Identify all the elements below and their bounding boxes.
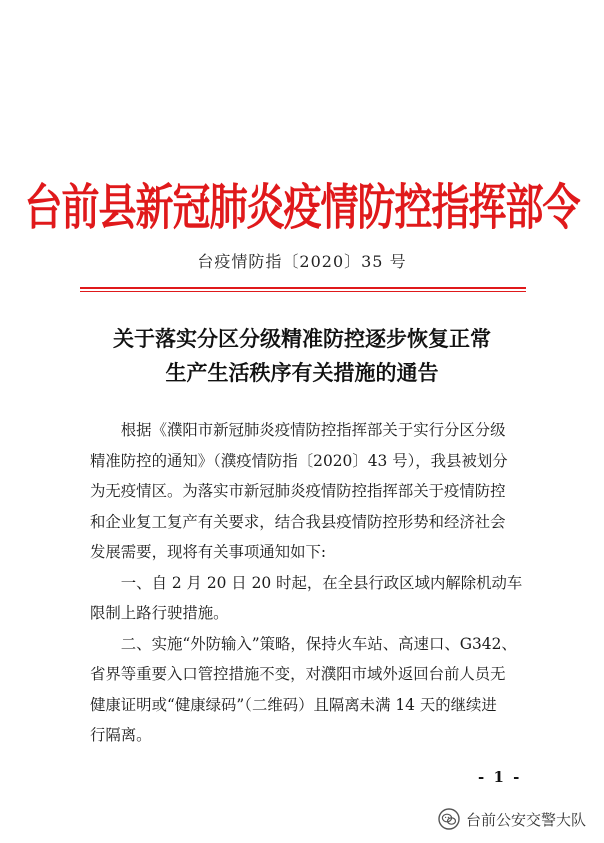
notice-subject [0,322,604,390]
wechat-icon [438,808,460,830]
text-line: 限制上路行驶措施。 [90,604,229,622]
document-number: 台疫情防指〔2020〕35 号 [197,252,407,271]
subject-line: 关于落实分区分级精准防控逐步恢复正常 [113,326,491,351]
text-line: 根据《濮阳市新冠肺炎疫情防控指挥部关于实行分区分级 [90,421,506,439]
paragraph-preamble [90,415,530,568]
notice-body [90,415,530,751]
text-line: 二、实施“外防输入”策略，保持火车站、高速口、G342、 [90,634,517,653]
issuing-authority-title: 台前县新冠肺炎疫情防控指挥部令 [24,177,580,236]
subject-line: 生产生活秩序有关措施的通告 [165,360,439,385]
watermark-text: 台前公安交警大队 [465,810,586,829]
text-line: 和企业复工复产有关要求，结合我县疫情防控形势和经济社会 [90,512,506,531]
text-line: 健康证明或“健康绿码”（二维码）且隔离未满 14 天的继续进 [90,695,497,714]
text-line: 一、自 2 月 20 日 20 时起，在全县行政区域内解除机动车 [90,573,523,592]
account-watermark [434,806,590,832]
text-line: 发展需要，现将有关事项通知如下: [90,543,327,561]
red-divider-line [80,287,526,289]
text-line: 为无疫情区。为落实市新冠肺炎疫情防控指挥部关于疫情防控 [90,482,506,500]
page-number: - 1 - [478,768,522,786]
paragraph-item-2 [90,629,530,751]
text-line: 精准防控的通知》（濮疫情防指〔2020〕43 号），我县被划分 [90,451,508,470]
paragraph-item-1 [90,568,530,629]
text-line: 省界等重要入口管控措施不变，对濮阳市域外返回台前人员无 [90,665,506,683]
red-divider-line-thin [80,291,526,292]
text-line: 行隔离。 [90,726,152,744]
